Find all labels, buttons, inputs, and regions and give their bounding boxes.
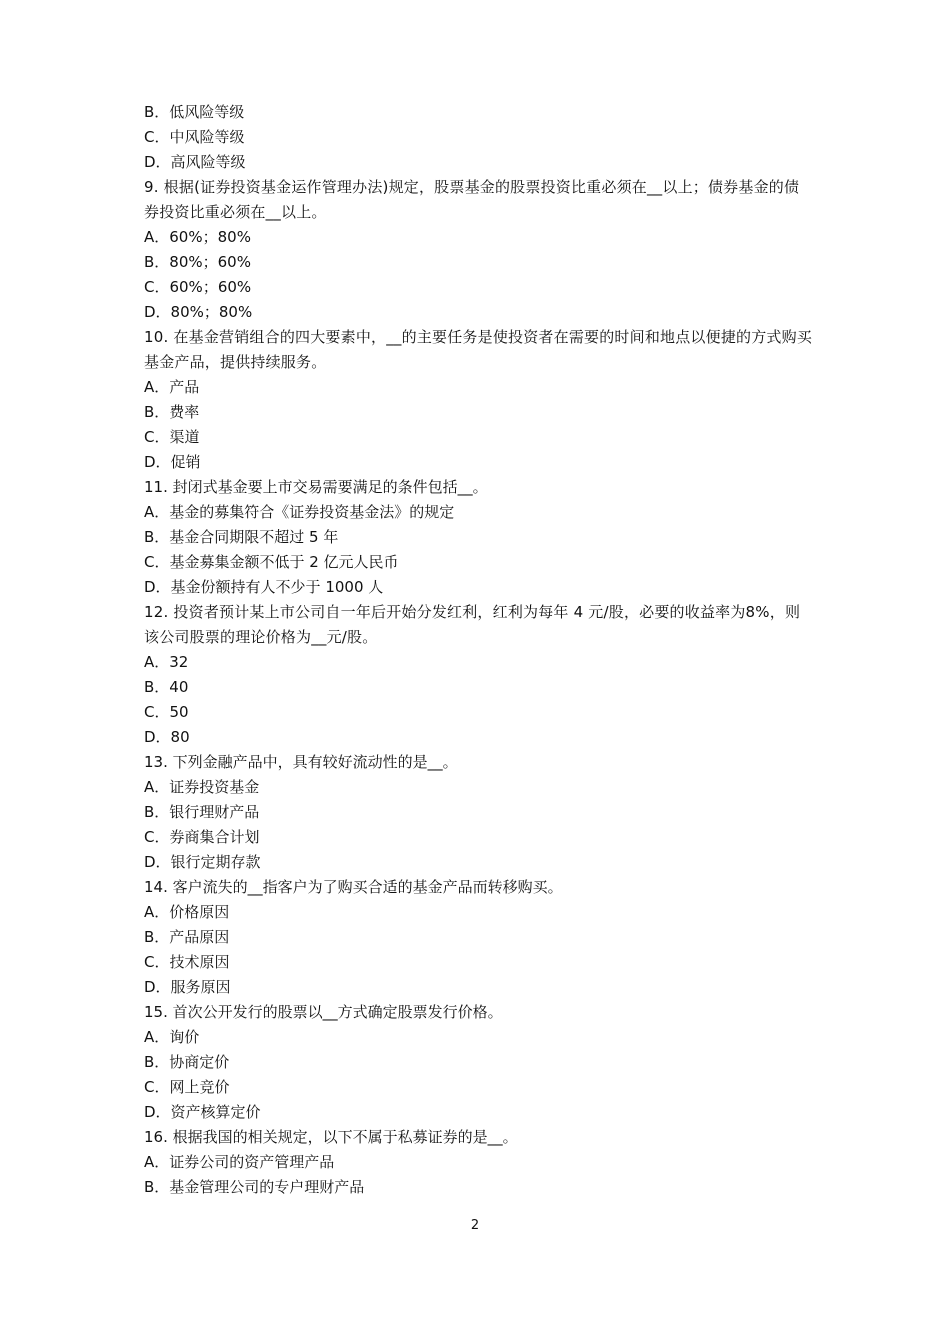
option-line: B．低风险等级 [144, 103, 245, 121]
option-line: C．渠道 [144, 428, 200, 446]
question-line: 12. 投资者预计某上市公司自一年后开始分发红利，红利为每年 4 元/股，必要的收益率为8%，则该公司股票的理论价格为__元/股。 [144, 603, 801, 646]
question-line: 10. 在基金营销组合的四大要素中，__的主要任务是使投资者在需要的时间和地点以便捷的方式购买基金产品，提供持续服务。 [144, 328, 813, 371]
option-line: D．80 [144, 728, 190, 746]
option-line: A．价格原因 [144, 903, 230, 921]
option-line: C．中风险等级 [144, 128, 245, 146]
option-line: C．基金募集金额不低于 2 亿元人民币 [144, 553, 399, 571]
question-line: 16. 根据我国的相关规定，以下不属于私募证券的是__。 [144, 1128, 518, 1146]
question-line: 13. 下列金融产品中，具有较好流动性的是__。 [144, 753, 458, 771]
option-line: D．银行定期存款 [144, 853, 261, 871]
option-line: D．80%；80% [144, 303, 253, 321]
option-line: A．证券投资基金 [144, 778, 260, 796]
question-line: 14. 客户流失的__指客户为了购买合适的基金产品而转移购买。 [144, 878, 563, 896]
option-line: B．产品原因 [144, 928, 230, 946]
option-line: A．60%；80% [144, 228, 251, 246]
option-line: B．协商定价 [144, 1053, 230, 1071]
option-line: B．基金合同期限不超过 5 年 [144, 528, 339, 546]
option-line: B．费率 [144, 403, 200, 421]
question-line: 11. 封闭式基金要上市交易需要满足的条件包括__。 [144, 478, 488, 496]
option-line: A．证券公司的资产管理产品 [144, 1153, 335, 1171]
option-line: C．技术原因 [144, 953, 230, 971]
page-content [144, 100, 814, 1200]
option-line: D．高风险等级 [144, 153, 246, 171]
option-line: C．网上竞价 [144, 1078, 230, 1096]
option-line: D．促销 [144, 453, 201, 471]
question-line: 9. 根据(证券投资基金运作管理办法)规定，股票基金的股票投资比重必须在__以上；债券基金的债券投资比重必须在__以上。 [144, 178, 800, 221]
option-line: A．基金的募集符合《证券投资基金法》的规定 [144, 503, 455, 521]
option-line: A．询价 [144, 1028, 200, 1046]
option-line: C．60%；60% [144, 278, 252, 296]
option-line: D．基金份额持有人不少于 1000 人 [144, 578, 384, 596]
option-line: B．80%；60% [144, 253, 251, 271]
option-line: A．产品 [144, 378, 200, 396]
option-line: B．基金管理公司的专户理财产品 [144, 1178, 365, 1196]
option-line: D．服务原因 [144, 978, 231, 996]
option-line: A．32 [144, 653, 189, 671]
option-line: C．50 [144, 703, 189, 721]
question-line: 15. 首次公开发行的股票以__方式确定股票发行价格。 [144, 1003, 503, 1021]
option-line: C．券商集合计划 [144, 828, 260, 846]
option-line: B．40 [144, 678, 189, 696]
option-line: D．资产核算定价 [144, 1103, 261, 1121]
page-number: 2 [470, 1218, 480, 1233]
option-line: B．银行理财产品 [144, 803, 260, 821]
